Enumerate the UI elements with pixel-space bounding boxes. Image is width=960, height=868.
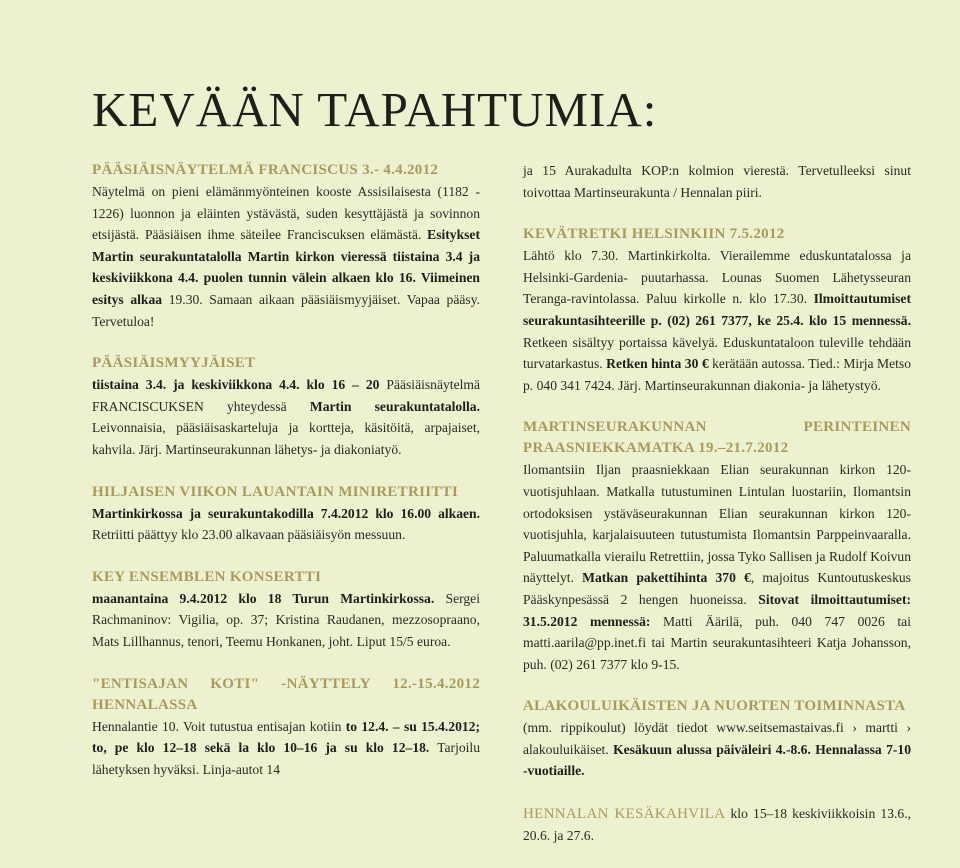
body-text: Matti Äärilä, puh. 040 747 0026 tai matti.aarila@pp.inet.fi tai Martin seurakuntasihteeri Katja Johansson, puh. (02) 261 7377 klo 9-15. bbox=[523, 613, 911, 672]
event-description bbox=[523, 160, 911, 203]
body-text: , majoitus Kuntoutuskeskus Pääskynpesässä 2 hengen huoneissa. bbox=[523, 570, 911, 607]
left-column bbox=[92, 160, 480, 801]
event-heading: PÄÄSIÄISNÄYTELMÄ FRANCISCUS 3.- 4.4.2012 bbox=[92, 162, 439, 178]
event-description bbox=[92, 181, 480, 332]
bold-text: Ilmoittautumiset seurakuntasihteerille p. (02) 261 7377, ke 25.4. klo 15 mennessä. bbox=[523, 291, 911, 328]
event-section bbox=[92, 567, 480, 653]
body-text: Näytelmä on pieni elämänmyönteinen kooste Assisilaisesta (1182 - 1226) luonnon ja eläinten ystävästä, suden kesyttäjästä ja sovinnon etsijästä. Pääsiäisen ihme säteilee Franciscuksen elämästä. bbox=[92, 184, 480, 243]
event-section bbox=[92, 674, 480, 781]
body-text: Lähtö klo 7.30. Martinkirkolta. Vierailemme eduskuntatalossa ja Helsinki-Gardenia- puutarhassa. Lounas Suomen Lähetysseuran Teranga-ravintolassa. Paluu kirkolle n. klo 17.30. bbox=[523, 248, 911, 307]
body-text: (mm. rippikoulut) löydät tiedot www.seitsemastaivas.fi › martti › alakouluikäiset. bbox=[523, 720, 911, 757]
event-heading: "ENTISAJAN KOTI" -NÄYTTELY 12.-15.4.2012 HENNALASSA bbox=[92, 675, 480, 713]
body-text: Ilomantsiin Iljan praasniekkaan Elian seurakunnan kirkon 120-vuotisjuhlaan. Matkalla tutustuminen Lintulan luostariin, Ilomantsin ortodoksisen ystäväseurakunnan Elian seurakunnan kirkon 120-vuotisjuhla, karjalaisuuteen tutustumista Ilomantsin Parppeinvaaralla. Paluumatkalla vierailu Retrettiin, jossa Tyko Sallisen ja Rudolf Koivun näyttelyt. bbox=[523, 462, 911, 586]
event-description bbox=[92, 716, 480, 781]
bold-text: Kesäkuun alussa päiväleiri 4.-8.6. Hennalassa 7-10 -vuotiaille. bbox=[523, 741, 911, 779]
body-text: Retriitti päättyy klo 23.00 alkavaan pääsiäisyön messuun. bbox=[92, 527, 406, 543]
event-description bbox=[92, 374, 480, 460]
event-section bbox=[523, 803, 911, 847]
event-heading: HENNALAN KESÄKAHVILA bbox=[523, 806, 726, 823]
event-heading: MARTINSEURAKUNNAN PERINTEINEN PRAASNIEKKAMATKA 19.–21.7.2012 bbox=[523, 419, 911, 457]
event-section bbox=[523, 417, 911, 675]
body-text: kerätään autossa. Tied.: Mirja Metso p. 040 341 7424. Järj. Martinseurakunnan diakonia- ja lähetystyö. bbox=[523, 356, 911, 393]
bold-text: Esitykset Martin seurakuntatalolla Martin kirkon vieressä tiistaina 3.4 ja keskiviikkona 4.4. puolen tunnin välein alkaen klo 16. Viimeinen esitys alkaa bbox=[92, 227, 480, 307]
bold-text: to 12.4. – su 15.4.2012; to, pe klo 12–18 sekä la klo 10–16 ja su klo 12–18. bbox=[92, 718, 481, 756]
body-text: Hennalantie 10. Voit tutustua entisajan kotiin bbox=[92, 718, 346, 734]
event-description bbox=[92, 503, 480, 546]
bold-text: Retken hinta 30 € bbox=[606, 356, 709, 372]
event-section bbox=[92, 160, 480, 332]
body-text: Leivonnaisia, pääsiäisaskarteluja ja kortteja, käsitöitä, arpajaiset, kahvila. Järj. Martinseurakunnan lähetys- ja diakoniatyö. bbox=[92, 420, 480, 457]
body-text: Retkeen sisältyy portaissa kävelyä. Eduskuntataloon tuleville tehdään turvatarkastus. bbox=[523, 334, 911, 372]
bold-text: Martinkirkossa ja seurakuntakodilla 7.4.2012 klo 16.00 alkaen. bbox=[92, 505, 480, 521]
event-description bbox=[523, 459, 911, 675]
event-heading: KEY ENSEMBLEN KONSERTTI bbox=[92, 568, 322, 585]
bold-text: Sitovat ilmoittautumiset: 31.5.2012 mennessä: bbox=[523, 591, 912, 629]
event-section bbox=[523, 696, 911, 782]
event-heading: KEVÄTRETKI HELSINKIIN 7.5.2012 bbox=[523, 226, 785, 243]
event-heading: PÄÄSIÄISMYYJÄISET bbox=[92, 355, 256, 372]
body-text: 19.30. Samaan aikaan pääsiäismyyjäiset. Vapaa pääsy. Tervetuloa! bbox=[92, 291, 481, 329]
event-description bbox=[523, 717, 911, 782]
event-description bbox=[523, 803, 911, 847]
bold-text: maanantaina 9.4.2012 klo 18 Turun Martinkirkossa. bbox=[92, 590, 435, 606]
right-column bbox=[523, 160, 911, 868]
page-title: KEVÄÄN TAPAHTUMIA: bbox=[92, 82, 658, 137]
body-text: ja 15 Aurakadulta KOP:n kolmion vierestä. Tervetulleeksi sinut toivottaa Martinseurakunta / Hennalan piiri. bbox=[523, 163, 911, 200]
event-section bbox=[523, 160, 911, 203]
event-section bbox=[92, 482, 480, 546]
event-section bbox=[92, 353, 480, 460]
body-text: klo 15–18 keskiviikkoisin 13.6., 20.6. ja 27.6. bbox=[523, 806, 911, 844]
event-section bbox=[523, 224, 911, 396]
event-heading: HILJAISEN VIIKON LAUANTAIN MINIRETRIITTI bbox=[92, 483, 459, 500]
bold-text: Martin seurakuntatalolla. bbox=[309, 398, 480, 414]
event-description bbox=[523, 245, 911, 396]
bold-text: Matkan pakettihinta 370 € bbox=[582, 570, 751, 586]
body-text: Tarjoilu lähetyksen hyväksi. Linja-autot 14 bbox=[92, 740, 480, 777]
event-heading: ALAKOULUIKÄISTEN JA NUORTEN TOIMINNASTA bbox=[523, 698, 906, 715]
body-text: Sergei Rachmaninov: Vigilia, op. 37; Kristina Raudanen, mezzosopraano, Mats Lillhannus, tenori, Teemu Honkanen, joht. Liput 15/5 euroa. bbox=[92, 590, 480, 649]
bold-text: tiistaina 3.4. ja keskiviikkona 4.4. klo 16 – 20 bbox=[92, 377, 380, 393]
body-text: Pääsiäisnäytelmä FRANCISCUKSEN yhteydessä bbox=[92, 377, 480, 414]
event-description bbox=[92, 588, 480, 653]
